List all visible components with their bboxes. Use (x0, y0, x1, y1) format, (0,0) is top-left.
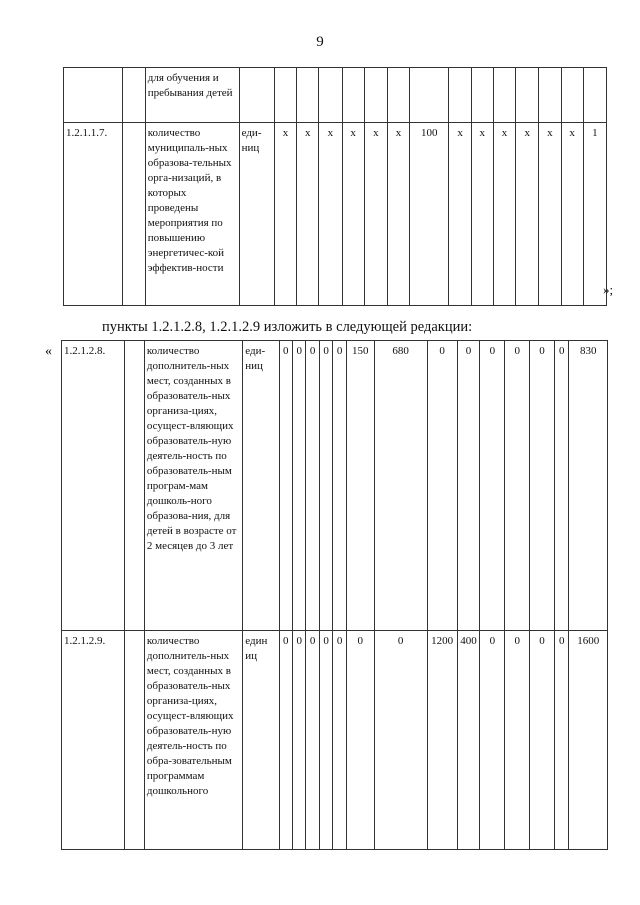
value-cell: 0 (333, 631, 346, 850)
amendment-instruction: пункты 1.2.1.2.8, 1.2.1.2.9 изложить в следующей редакции: (102, 319, 473, 335)
value-cell: 100 (410, 123, 449, 306)
table-row (64, 123, 607, 306)
value-cell (493, 68, 515, 123)
value-cell: 0 (505, 341, 530, 631)
value-cell: х (561, 123, 583, 306)
value-cell: 0 (427, 341, 457, 631)
row-name: количество дополнитель-ных мест, созданных в образователь-ных организа-циях, осущест-вляющих образователь-ную деятель-ность по образователь-ным програм-мам дошколь-ного образова-ния, для детей в возрасте от 2 месяцев до 3 лет (144, 341, 242, 631)
value-cell: 0 (505, 631, 530, 850)
value-cell: 0 (279, 341, 292, 631)
value-cell (274, 68, 296, 123)
value-cell (387, 68, 409, 123)
table-row (62, 341, 608, 631)
value-cell: 0 (292, 631, 305, 850)
value-cell: х (319, 123, 342, 306)
spacer-cell (125, 341, 145, 631)
row-code: 1.2.1.1.7. (64, 123, 123, 306)
opening-quote: « (45, 344, 52, 359)
value-cell: 0 (319, 631, 332, 850)
value-cell: 400 (457, 631, 480, 850)
value-cell: 0 (480, 631, 505, 850)
value-cell (319, 68, 342, 123)
row-unit (239, 68, 274, 123)
row-name: количество муниципаль-ных образова-тельных орга-низаций, в которых проведены мероприятия по повышению энергетичес-кой эффектив-ности (145, 123, 239, 306)
value-cell: х (516, 123, 539, 306)
value-cell: х (274, 123, 296, 306)
value-cell: х (387, 123, 409, 306)
row-code: 1.2.1.2.9. (62, 631, 125, 850)
value-cell: 1 (583, 123, 606, 306)
value-cell: 0 (306, 631, 319, 850)
value-cell: 0 (374, 631, 427, 850)
row-unit: еди-ниц (243, 341, 279, 631)
value-cell: х (364, 123, 387, 306)
value-cell: 0 (333, 341, 346, 631)
spacer-cell (122, 123, 145, 306)
value-cell (364, 68, 387, 123)
value-cell: х (449, 123, 471, 306)
value-cell: х (471, 123, 493, 306)
value-cell (539, 68, 561, 123)
spacer-cell (125, 631, 145, 850)
value-cell: 0 (530, 341, 555, 631)
continued-indicator-table (63, 67, 607, 306)
value-cell: 1600 (569, 631, 608, 850)
value-cell: 0 (530, 631, 555, 850)
row-code (64, 68, 123, 123)
new-indicator-table (61, 340, 608, 850)
value-cell (583, 68, 606, 123)
value-cell: 0 (319, 341, 332, 631)
spacer-cell (122, 68, 145, 123)
closing-quote: »; (603, 282, 614, 297)
value-cell (471, 68, 493, 123)
page-number: 9 (316, 34, 324, 50)
row-unit: еди-ниц (239, 123, 274, 306)
row-code: 1.2.1.2.8. (62, 341, 125, 631)
value-cell: 0 (306, 341, 319, 631)
value-cell: 0 (292, 341, 305, 631)
row-name: количество дополнитель-ных мест, созданных в образователь-ных организа-циях, осущест-вляющих образователь-ную деятель-ность по обра-зовательным программам дошкольного (144, 631, 242, 850)
value-cell (342, 68, 364, 123)
value-cell: х (539, 123, 561, 306)
value-cell: 150 (346, 341, 374, 631)
row-name: для обучения и пребывания детей (145, 68, 239, 123)
table-row (64, 68, 607, 123)
row-unit: един иц (243, 631, 279, 850)
value-cell: 0 (346, 631, 374, 850)
value-cell (297, 68, 319, 123)
value-cell: 0 (554, 631, 569, 850)
value-cell: х (342, 123, 364, 306)
value-cell (516, 68, 539, 123)
value-cell: 0 (279, 631, 292, 850)
value-cell: х (297, 123, 319, 306)
value-cell (410, 68, 449, 123)
value-cell: 0 (480, 341, 505, 631)
value-cell: х (493, 123, 515, 306)
table-row (62, 631, 608, 850)
value-cell (561, 68, 583, 123)
value-cell: 0 (457, 341, 480, 631)
value-cell: 0 (554, 341, 569, 631)
value-cell: 1200 (427, 631, 457, 850)
value-cell (449, 68, 471, 123)
value-cell: 830 (569, 341, 608, 631)
value-cell: 680 (374, 341, 427, 631)
